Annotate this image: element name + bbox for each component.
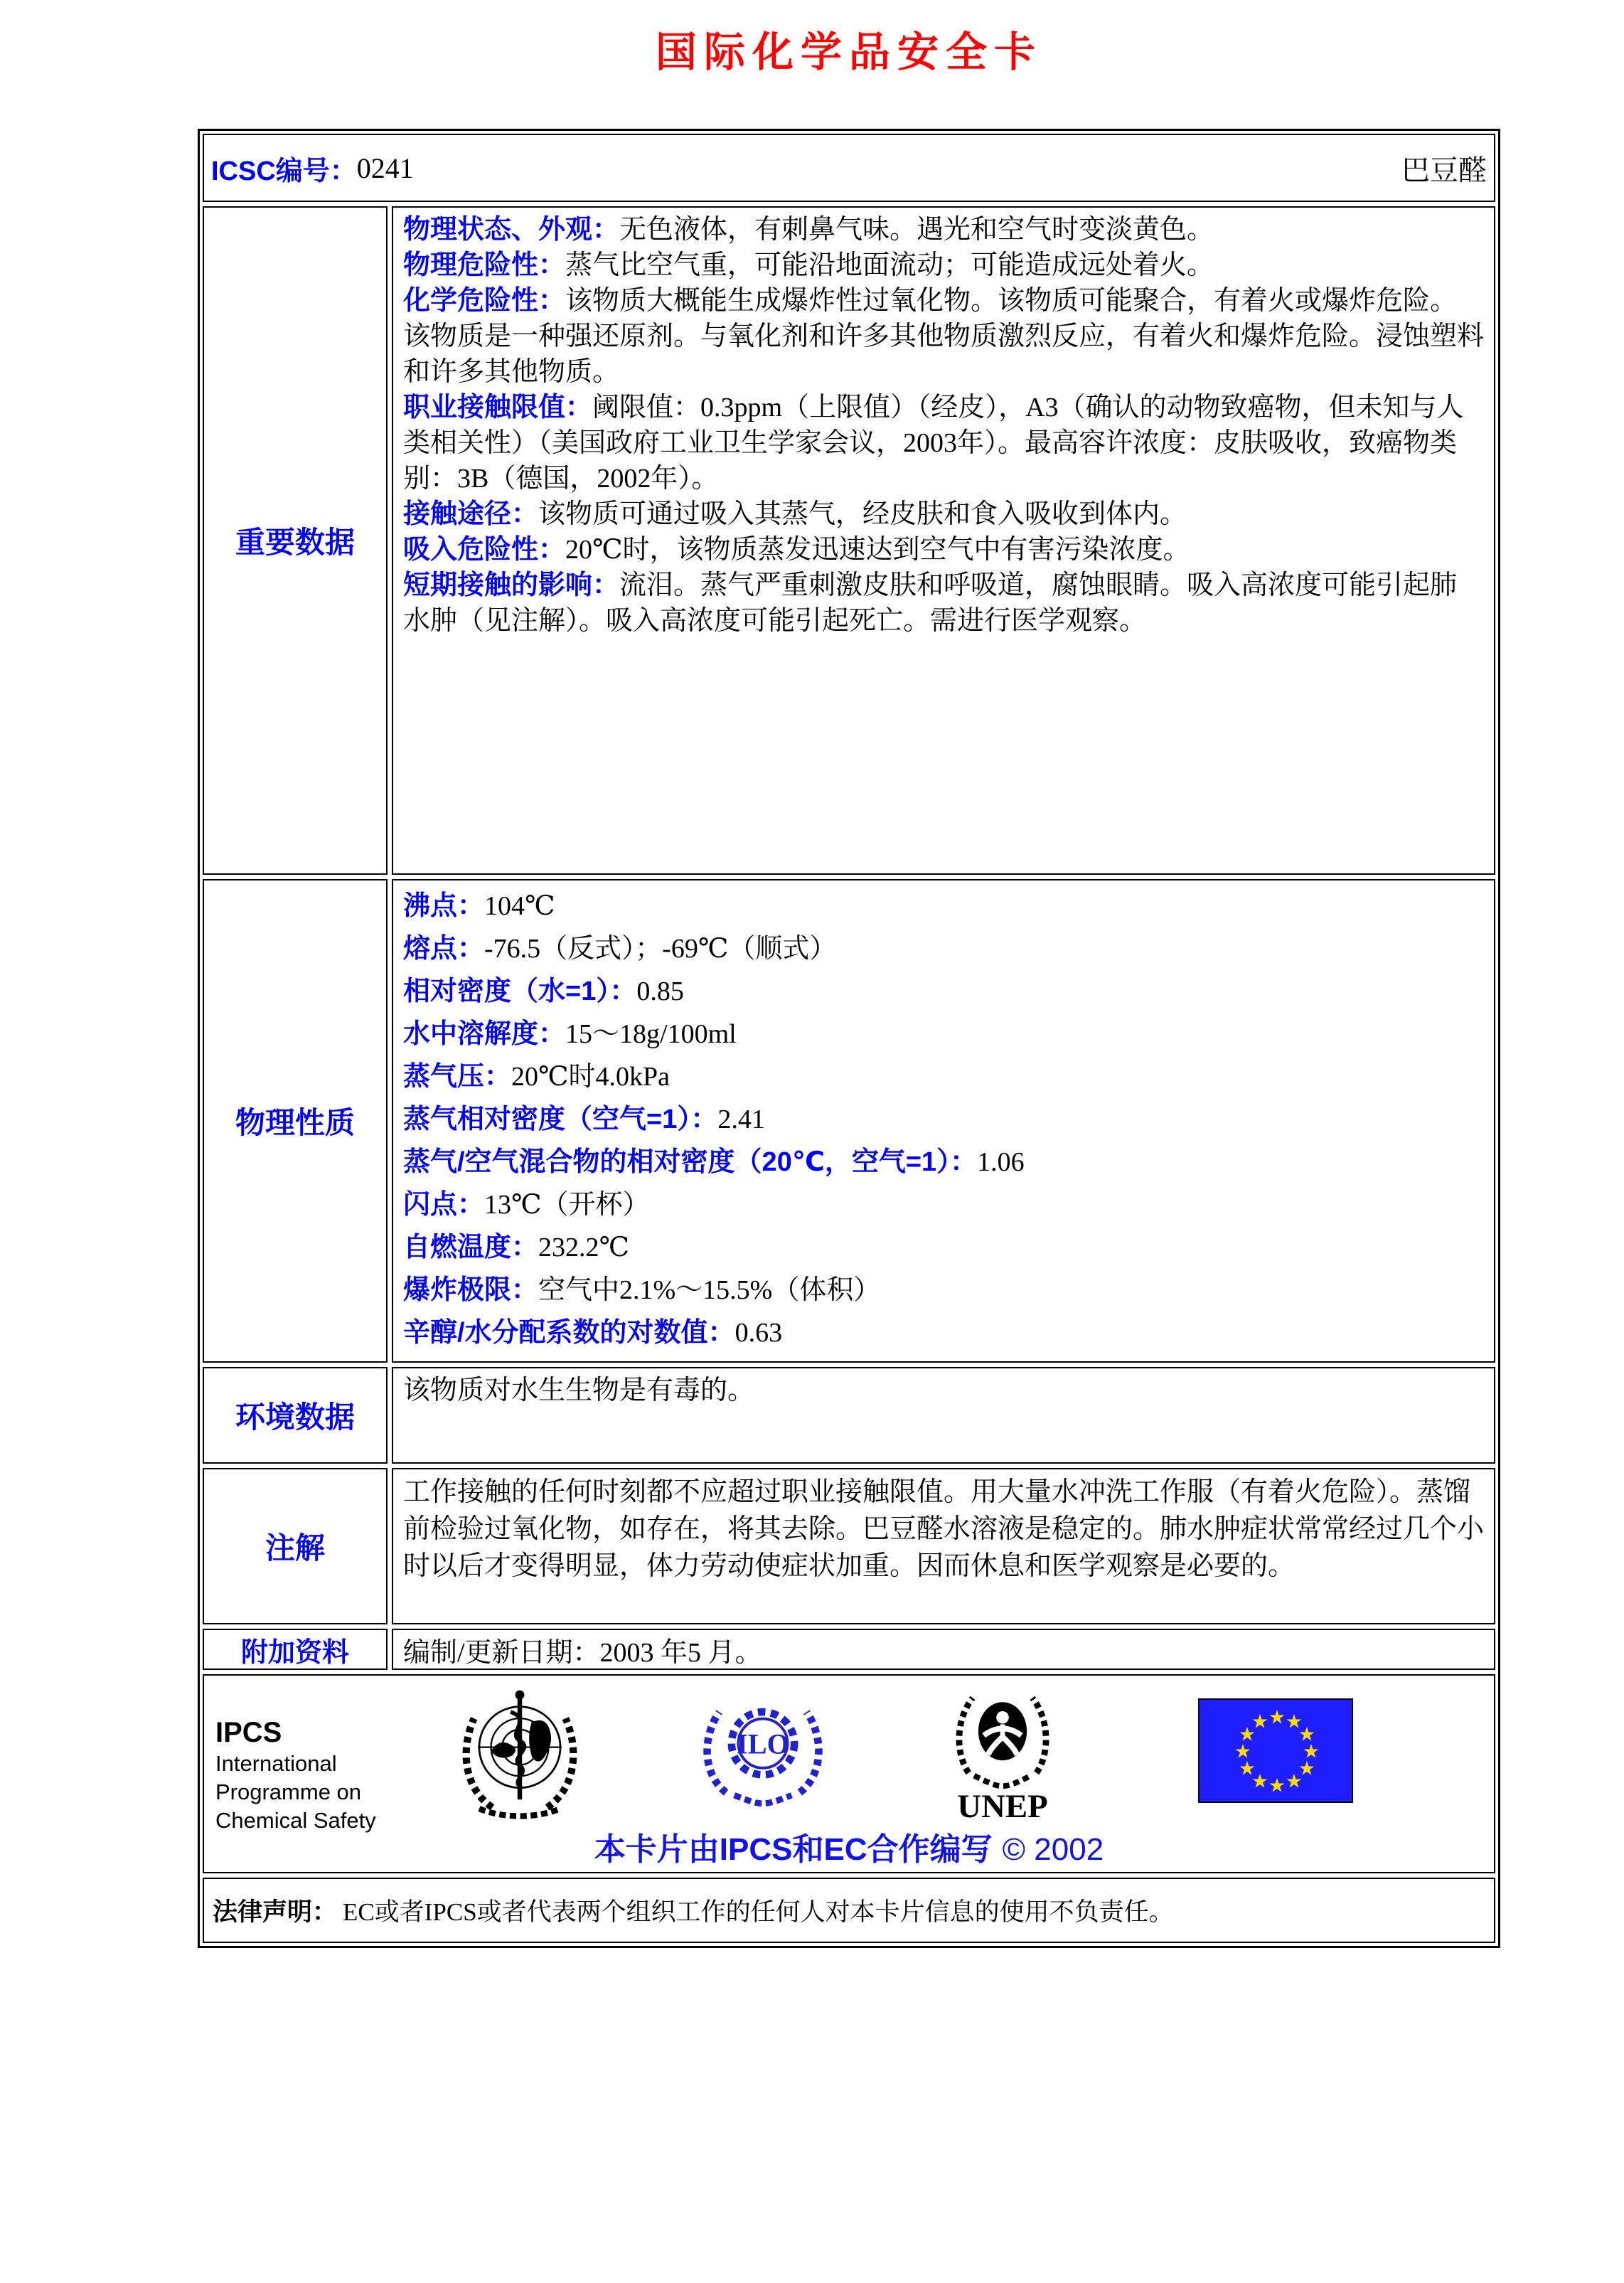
unep-label: UNEP [957,1788,1048,1824]
header-row [203,134,1495,202]
property-line: 蒸气相对密度（空气=1）：2.41 [403,1105,765,1134]
section-content-environmental-data: 该物质对水生生物是有毒的。 [392,1367,1495,1464]
section-content-important-data [392,206,1495,875]
organizations-footer [203,1674,1495,1873]
section-label-additional-info: 附加资料 [203,1629,388,1670]
property-line: 闪点：13℃（开杯） [403,1190,650,1220]
svg-text:ILO: ILO [737,1728,789,1760]
property-line: 熔点：-76.5（反式）；-69℃（顺式） [403,934,837,964]
property-line: 蒸气/空气混合物的相对密度（20℃，空气=1）：1.06 [403,1147,1025,1177]
section-label-important-data: 重要数据 [203,206,388,875]
important-data-item: 化学危险性：该物质大概能生成爆炸性过氧化物。该物质可能聚合，有着火或爆炸危险。该物质是一种强还原剂。与氧化剂和许多其他物质激烈反应，有着火和爆炸危险。浸蚀塑料和许多其他物质。 [403,286,1485,387]
section-label-notes: 注解 [203,1468,388,1624]
ipcs-text-block: IPCS International Programme on Chemical Safety [215,1717,376,1833]
who-icon [454,1684,585,1821]
icsc-card-table [198,129,1500,1948]
important-data-item: 短期接触的影响：流泪。蒸气严重刺激皮肤和呼吸道，腐蚀眼睛。吸入高浓度可能引起肺水肿（见注解）。吸入高浓度可能引起死亡。需进行医学观察。 [403,570,1458,636]
important-data-item: 物理状态、外观：无色液体，有刺鼻气味。遇光和空气时变淡黄色。 [403,215,1214,245]
section-content-physical-properties [392,879,1495,1363]
property-line: 自燃温度：232.2℃ [403,1233,630,1262]
unep-icon [944,1681,1062,1824]
property-line: 水中溶解度：15～18g/100ml [403,1019,737,1049]
footer-caption: 本卡片由IPCS和EC合作编写 © 2002 [594,1832,1104,1867]
property-line: 辛醇/水分配系数的对数值：0.63 [403,1318,783,1348]
icsc-number-value: 0241 [356,151,414,184]
legal-notice-text: EC或者IPCS或者代表两个组织工作的任何人对本卡片信息的使用不负责任。 [343,1898,1174,1926]
section-content-additional-info: 编制/更新日期：2003 年5 月。 [392,1629,1495,1670]
eu-flag-icon: ★ ★ ★ ★ ★ ★ ★ ★ ★ ★ ★ ★ [1198,1698,1353,1803]
property-line: 相对密度（水=1）：0.85 [403,976,684,1006]
important-data-item: 吸入危险性：20℃时，该物质蒸发迅速达到空气中有害污染浓度。 [403,535,1190,565]
chemical-name: 巴豆醛 [1401,154,1487,186]
important-data-item: 接触途径：该物质可通过吸入其蒸气，经皮肤和食入吸收到体内。 [403,499,1187,529]
property-line: 沸点：104℃ [403,891,555,921]
important-data-item: 物理危险性：蒸气比空气重，可能沿地面流动；可能造成远处着火。 [403,250,1214,280]
property-line: 蒸气压：20℃时4.0kPa [403,1062,671,1092]
property-line: 爆炸极限：空气中2.1%～15.5%（体积） [403,1275,881,1305]
section-label-environmental-data: 环境数据 [203,1367,388,1464]
section-label-physical-properties: 物理性质 [203,879,388,1363]
ilo-icon [695,1690,831,1806]
legal-notice-row [203,1878,1495,1943]
page-title: 国际化学品安全卡 [655,29,1042,75]
ipcs-acronym: IPCS [215,1717,282,1748]
icsc-number-label: ICSC编号： [211,156,357,186]
important-data-item: 职业接触限值：阈限值：0.3ppm（上限值）（经皮），A3（确认的动物致癌物，但未知与人类相关性）（美国政府工业卫生学家会议，2003年）。最高容许浓度：皮肤吸收，致癌物类别：3B（德国，2002年）。 [403,393,1464,494]
legal-notice-label: 法律声明： [213,1898,338,1926]
section-content-notes: 工作接触的任何时刻都不应超过职业接触限值。用大量水冲洗工作服（有着火危险）。蒸馏前检验过氧化物，如存在，将其去除。巴豆醛水溶液是稳定的。肺水肿症状常常经过几个小时以后才变得明显，体力劳动使症状加重。因而休息和医学观察是必要的。 [392,1468,1495,1624]
